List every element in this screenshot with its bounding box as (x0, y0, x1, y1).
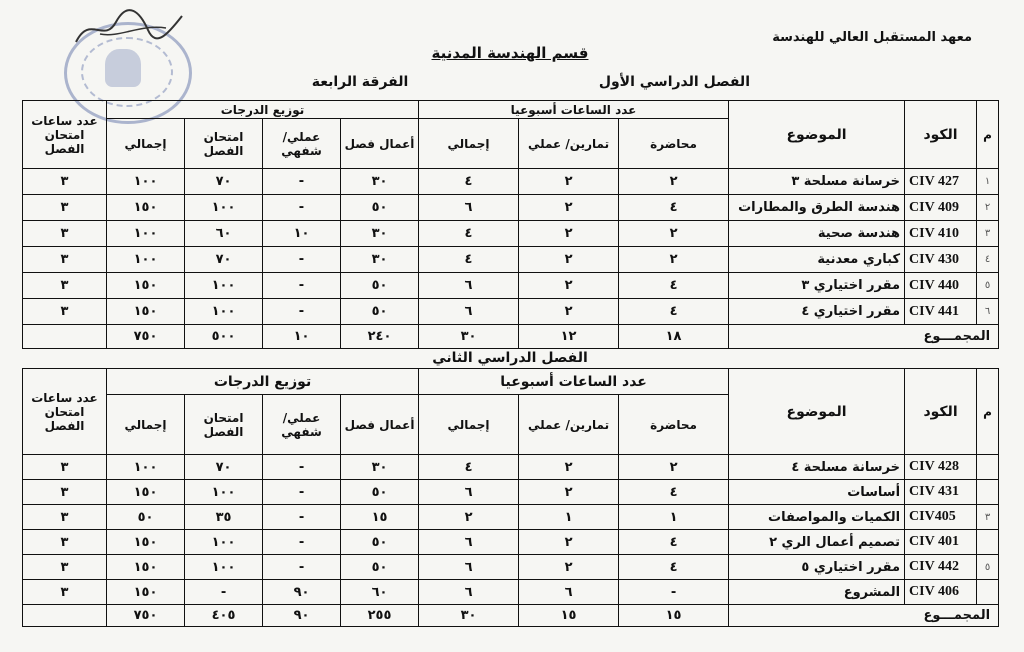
cell-idx: ٦ (977, 299, 999, 325)
cell-gt: ١٥٠ (107, 273, 185, 299)
table-row (23, 169, 999, 195)
cell-exam: ١٠٠ (185, 480, 263, 505)
cell-gt: ١٥٠ (107, 480, 185, 505)
col-index: م (977, 369, 999, 455)
total-exercise: ١٢ (519, 325, 619, 349)
col-practical: عملي/ شفهي (263, 119, 341, 169)
col-coursework: أعمال فصل (341, 395, 419, 455)
cell-subject: خرسانة مسلحة ٤ (729, 455, 905, 480)
cell-ex: ١ (519, 505, 619, 530)
cell-subject: أساسات (729, 480, 905, 505)
cell-eh: ٣ (23, 580, 107, 605)
col-grades: توزيع الدرجات (107, 369, 419, 395)
cell-gt: ١٥٠ (107, 195, 185, 221)
cell-cw: ٥٠ (341, 480, 419, 505)
cell-code: CIV405 (905, 505, 977, 530)
col-coursework: أعمال فصل (341, 119, 419, 169)
col-subject: الموضوع (729, 101, 905, 169)
total-hours: ٣٠ (419, 605, 519, 627)
cell-ex: ٢ (519, 221, 619, 247)
cell-lec: ٤ (619, 480, 729, 505)
cell-ex: ٢ (519, 299, 619, 325)
col-code: الكود (905, 101, 977, 169)
cell-cw: ٥٠ (341, 273, 419, 299)
cell-lec: ٤ (619, 530, 729, 555)
cell-ex: ٢ (519, 530, 619, 555)
cell-tot: ٤ (419, 455, 519, 480)
cell-idx: ٥ (977, 273, 999, 299)
table-row (23, 555, 999, 580)
cell-gt: ١٠٠ (107, 455, 185, 480)
total-exercise: ١٥ (519, 605, 619, 627)
cell-lec: ٤ (619, 273, 729, 299)
cell-subject: الكميات والمواصفات (729, 505, 905, 530)
col-lecture: محاضرة (619, 119, 729, 169)
cell-pr: - (263, 169, 341, 195)
cell-idx: ٥ (977, 555, 999, 580)
cell-cw: ٥٠ (341, 530, 419, 555)
cell-code: CIV 406 (905, 580, 977, 605)
cell-code: CIV 401 (905, 530, 977, 555)
semester1-table (22, 100, 999, 349)
cell-pr: - (263, 195, 341, 221)
cell-cw: ٦٠ (341, 580, 419, 605)
cell-cw: ٥٠ (341, 299, 419, 325)
cell-subject: المشروع (729, 580, 905, 605)
cell-pr: ١٠ (263, 221, 341, 247)
cell-tot: ٤ (419, 247, 519, 273)
cell-ex: ٢ (519, 480, 619, 505)
table-row (23, 505, 999, 530)
cell-gt: ١٥٠ (107, 580, 185, 605)
cell-eh: ٣ (23, 169, 107, 195)
cell-code: CIV 440 (905, 273, 977, 299)
cell-eh: ٣ (23, 247, 107, 273)
cell-gt: ١٥٠ (107, 530, 185, 555)
total-hours: ٣٠ (419, 325, 519, 349)
total-exam: ٥٠٠ (185, 325, 263, 349)
cell-cw: ٣٠ (341, 221, 419, 247)
cell-pr: - (263, 273, 341, 299)
total-exam: ٤٠٥ (185, 605, 263, 627)
cell-idx: ٣ (977, 505, 999, 530)
total-coursework: ٢٥٥ (341, 605, 419, 627)
cell-pr: - (263, 247, 341, 273)
cell-pr: - (263, 455, 341, 480)
col-exam: امتحان الفصل (185, 119, 263, 169)
cell-exam: ١٠٠ (185, 273, 263, 299)
cell-exam: ٣٥ (185, 505, 263, 530)
cell-ex: ٢ (519, 169, 619, 195)
cell-idx (977, 480, 999, 505)
cell-idx: ٤ (977, 247, 999, 273)
table-row (23, 221, 999, 247)
cell-eh: ٣ (23, 455, 107, 480)
total-label: المجمـــوع (729, 325, 999, 349)
semester2-rows (23, 455, 999, 605)
cell-lec: ٢ (619, 169, 729, 195)
cell-ex: ٦ (519, 580, 619, 605)
table-row (23, 247, 999, 273)
cell-exam: ٧٠ (185, 247, 263, 273)
cell-exam: ١٠٠ (185, 299, 263, 325)
col-weekly-hours: عدد الساعات أسبوعيا (419, 369, 729, 395)
cell-subject: مقرر اختياري ٣ (729, 273, 905, 299)
cell-cw: ٥٠ (341, 195, 419, 221)
cell-ex: ٢ (519, 455, 619, 480)
col-practical: عملي/ شفهي (263, 395, 341, 455)
col-exercise: تمارين/ عملي (519, 119, 619, 169)
total-lecture: ١٥ (619, 605, 729, 627)
cell-eh: ٣ (23, 530, 107, 555)
cell-lec: - (619, 580, 729, 605)
col-index: م (977, 101, 999, 169)
table-row (23, 455, 999, 480)
col-grades-total: إجمالي (107, 119, 185, 169)
cell-tot: ٦ (419, 273, 519, 299)
col-exercise: تمارين/ عملي (519, 395, 619, 455)
cell-exam: ٦٠ (185, 221, 263, 247)
cell-pr: - (263, 299, 341, 325)
cell-subject: مقرر اختياري ٤ (729, 299, 905, 325)
cell-cw: ٣٠ (341, 247, 419, 273)
table-row (23, 530, 999, 555)
col-hours-total: إجمالي (419, 395, 519, 455)
cell-cw: ٣٠ (341, 169, 419, 195)
total-lecture: ١٨ (619, 325, 729, 349)
cell-tot: ٦ (419, 555, 519, 580)
cell-code: CIV 441 (905, 299, 977, 325)
cell-lec: ٢ (619, 455, 729, 480)
cell-eh: ٣ (23, 221, 107, 247)
year-title: الفرقة الرابعة (311, 74, 409, 90)
cell-subject: مقرر اختياري ٥ (729, 555, 905, 580)
cell-ex: ٢ (519, 195, 619, 221)
signature (70, 4, 190, 52)
semester1-title: الفصل الدراسي الأول (598, 74, 750, 90)
cell-idx: ٣ (977, 221, 999, 247)
col-lecture: محاضرة (619, 395, 729, 455)
cell-tot: ٤ (419, 169, 519, 195)
cell-eh: ٣ (23, 555, 107, 580)
cell-idx (977, 455, 999, 480)
col-weekly-hours: عدد الساعات أسبوعيا (419, 101, 729, 119)
cell-subject: تصميم أعمال الري ٢ (729, 530, 905, 555)
total-grades: ٧٥٠ (107, 605, 185, 627)
cell-gt: ١٠٠ (107, 221, 185, 247)
cell-code: CIV 442 (905, 555, 977, 580)
col-exam: امتحان الفصل (185, 395, 263, 455)
cell-tot: ٦ (419, 195, 519, 221)
cell-lec: ٤ (619, 195, 729, 221)
cell-eh: ٣ (23, 480, 107, 505)
table-row (23, 580, 999, 605)
cell-code: CIV 410 (905, 221, 977, 247)
semester2-title: الفصل الدراسي الثاني (432, 350, 588, 366)
cell-idx (977, 580, 999, 605)
col-exam-hours: عدد ساعات امتحان الفصل (23, 369, 107, 455)
cell-code: CIV 409 (905, 195, 977, 221)
total-coursework: ٢٤٠ (341, 325, 419, 349)
cell-tot: ٢ (419, 505, 519, 530)
cell-idx: ٢ (977, 195, 999, 221)
semester2-table (22, 368, 999, 627)
semester1-total-row (23, 325, 999, 349)
cell-ex: ٢ (519, 555, 619, 580)
cell-gt: ١٥٠ (107, 299, 185, 325)
cell-cw: ٥٠ (341, 555, 419, 580)
cell-tot: ٦ (419, 480, 519, 505)
cell-tot: ٦ (419, 299, 519, 325)
cell-exam: ٧٠ (185, 455, 263, 480)
cell-lec: ٢ (619, 221, 729, 247)
cell-pr: - (263, 555, 341, 580)
cell-exam: ١٠٠ (185, 530, 263, 555)
cell-code: CIV 427 (905, 169, 977, 195)
cell-pr: - (263, 480, 341, 505)
cell-cw: ٣٠ (341, 455, 419, 480)
cell-gt: ١٥٠ (107, 555, 185, 580)
total-practical: ١٠ (263, 325, 341, 349)
cell-subject: كباري معدنية (729, 247, 905, 273)
cell-cw: ١٥ (341, 505, 419, 530)
cell-eh: ٣ (23, 505, 107, 530)
cell-exam: ١٠٠ (185, 555, 263, 580)
cell-lec: ٢ (619, 247, 729, 273)
cell-idx: ١ (977, 169, 999, 195)
cell-lec: ٤ (619, 299, 729, 325)
col-grades: توزيع الدرجات (107, 101, 419, 119)
cell-eh: ٣ (23, 195, 107, 221)
cell-ex: ٢ (519, 247, 619, 273)
cell-code: CIV 431 (905, 480, 977, 505)
total-grades: ٧٥٠ (107, 325, 185, 349)
cell-pr: ٩٠ (263, 580, 341, 605)
col-hours-total: إجمالي (419, 119, 519, 169)
cell-exam: ٧٠ (185, 169, 263, 195)
cell-exam: - (185, 580, 263, 605)
cell-subject: هندسة الطرق والمطارات (729, 195, 905, 221)
semester1-rows (23, 169, 999, 325)
table-row (23, 480, 999, 505)
cell-subject: هندسة صحية (729, 221, 905, 247)
cell-gt: ٥٠ (107, 505, 185, 530)
total-practical: ٩٠ (263, 605, 341, 627)
cell-eh: ٣ (23, 273, 107, 299)
col-grades-total: إجمالي (107, 395, 185, 455)
cell-pr: - (263, 530, 341, 555)
department-title: قسم الهندسة المدنية (431, 44, 589, 62)
col-code: الكود (905, 369, 977, 455)
cell-eh: ٣ (23, 299, 107, 325)
total-label: المجمـــوع (729, 605, 999, 627)
institute-name: معهد المستقبل العالي للهندسة (772, 30, 972, 45)
table-row (23, 299, 999, 325)
table-row (23, 195, 999, 221)
cell-idx (977, 530, 999, 555)
cell-pr: - (263, 505, 341, 530)
cell-lec: ١ (619, 505, 729, 530)
cell-exam: ١٠٠ (185, 195, 263, 221)
table-row (23, 273, 999, 299)
cell-gt: ١٠٠ (107, 247, 185, 273)
col-subject: الموضوع (729, 369, 905, 455)
col-exam-hours: عدد ساعات امتحان الفصل (23, 101, 107, 169)
cell-tot: ٤ (419, 221, 519, 247)
cell-code: CIV 430 (905, 247, 977, 273)
cell-tot: ٦ (419, 580, 519, 605)
cell-code: CIV 428 (905, 455, 977, 480)
cell-gt: ١٠٠ (107, 169, 185, 195)
cell-tot: ٦ (419, 530, 519, 555)
cell-ex: ٢ (519, 273, 619, 299)
cell-subject: خرسانة مسلحة ٣ (729, 169, 905, 195)
semester2-total-row (23, 605, 999, 627)
cell-lec: ٤ (619, 555, 729, 580)
